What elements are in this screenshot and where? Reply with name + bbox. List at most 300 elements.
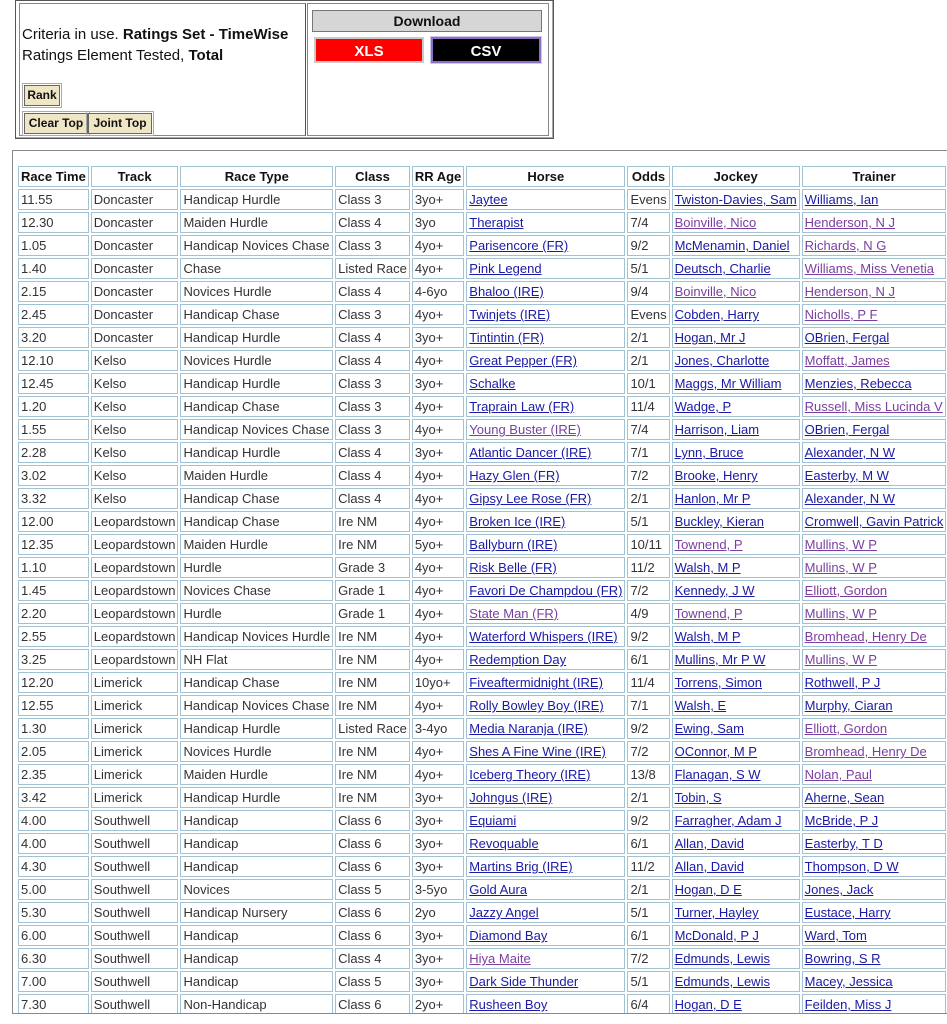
class-cell: Ire NM (335, 672, 410, 693)
jockey-link[interactable]: Townend, P (674, 606, 743, 621)
trainer-link[interactable]: Nicholls, P F (804, 307, 878, 322)
track-cell: Leopardstown (91, 603, 179, 624)
race-type-cell: Hurdle (180, 557, 333, 578)
class-cell: Ire NM (335, 741, 410, 762)
horse-link[interactable]: Twinjets (IRE) (469, 307, 551, 322)
table-row (18, 235, 946, 256)
table-row (18, 258, 946, 279)
trainer-link[interactable]: Ward, Tom (804, 928, 867, 943)
horse-cell (466, 373, 625, 394)
trainer-cell (802, 235, 947, 256)
table-row (18, 534, 946, 555)
trainer-link[interactable]: Henderson, N J (804, 215, 895, 230)
race-time-cell: 2.15 (18, 281, 89, 302)
table-row (18, 764, 946, 785)
race-time-cell: 1.10 (18, 557, 89, 578)
horse-cell (466, 327, 625, 348)
horse-link[interactable]: Jaytee (469, 192, 508, 207)
class-cell: Listed Race (335, 718, 410, 739)
jockey-link[interactable]: McMenamin, Daniel (674, 238, 790, 253)
jockey-link[interactable]: Kennedy, J W (674, 583, 755, 598)
odds-cell: 10/1 (627, 373, 669, 394)
table-row (18, 373, 946, 394)
jockey-cell (672, 534, 800, 555)
rr-age-cell: 4yo+ (412, 511, 464, 532)
header-odds[interactable]: Odds (627, 166, 669, 187)
horse-link[interactable]: State Man (FR) (469, 606, 559, 621)
rr-age-cell: 3yo+ (412, 787, 464, 808)
trainer-link[interactable]: Henderson, N J (804, 284, 895, 299)
header-horse[interactable]: Horse (466, 166, 625, 187)
track-cell: Southwell (91, 833, 179, 854)
track-cell: Southwell (91, 971, 179, 992)
odds-cell: 9/2 (627, 626, 669, 647)
trainer-link[interactable]: Jones, Jack (804, 882, 874, 897)
jockey-cell (672, 258, 800, 279)
race-type-cell: Maiden Hurdle (180, 465, 333, 486)
horse-cell (466, 948, 625, 969)
trainer-link[interactable]: Murphy, Ciaran (804, 698, 893, 713)
jockey-link[interactable]: Turner, Hayley (674, 905, 759, 920)
track-cell: Kelso (91, 442, 179, 463)
race-type-cell: Maiden Hurdle (180, 764, 333, 785)
trainer-cell (802, 925, 947, 946)
horse-cell (466, 718, 625, 739)
trainer-cell (802, 212, 947, 233)
jockey-cell (672, 488, 800, 509)
horse-link[interactable]: Traprain Law (FR) (469, 399, 575, 414)
jockey-cell (672, 902, 800, 923)
horse-link[interactable]: Martins Brig (IRE) (469, 859, 573, 874)
table-row (18, 626, 946, 647)
track-cell: Leopardstown (91, 626, 179, 647)
horse-link[interactable]: Equiami (469, 813, 517, 828)
horse-link[interactable]: Rusheen Boy (469, 997, 548, 1012)
table-row (18, 212, 946, 233)
trainer-cell (802, 948, 947, 969)
jockey-link[interactable]: Ewing, Sam (674, 721, 744, 736)
trainer-cell (802, 902, 947, 923)
race-type-cell: Handicap Hurdle (180, 442, 333, 463)
header-rr-age[interactable]: RR Age (412, 166, 464, 187)
trainer-link[interactable]: Mullins, W P (804, 537, 877, 552)
odds-cell: 7/2 (627, 580, 669, 601)
trainer-cell (802, 189, 947, 210)
jockey-link[interactable]: Walsh, M P (674, 629, 741, 644)
horse-cell (466, 879, 625, 900)
jockey-link[interactable]: Brooke, Henry (674, 468, 758, 483)
horse-link[interactable]: Dark Side Thunder (469, 974, 579, 989)
jockey-cell (672, 465, 800, 486)
track-cell: Kelso (91, 419, 179, 440)
rr-age-cell: 3yo+ (412, 373, 464, 394)
odds-cell: 4/9 (627, 603, 669, 624)
odds-cell: 7/4 (627, 419, 669, 440)
jockey-link[interactable]: Townend, P (674, 537, 743, 552)
jockey-cell (672, 994, 800, 1014)
trainer-cell (802, 603, 947, 624)
class-cell: Class 6 (335, 810, 410, 831)
trainer-link[interactable]: Alexander, N W (804, 445, 895, 460)
jockey-link[interactable]: Hogan, D E (674, 997, 742, 1012)
trainer-link[interactable]: Easterby, T D (804, 836, 883, 851)
trainer-cell (802, 856, 947, 877)
class-cell: Class 4 (335, 442, 410, 463)
trainer-cell (802, 695, 947, 716)
rr-age-cell: 3yo+ (412, 833, 464, 854)
trainer-cell (802, 350, 947, 371)
odds-cell: 9/2 (627, 235, 669, 256)
jockey-link[interactable]: Boinville, Nico (674, 215, 757, 230)
jockey-link[interactable]: Twiston-Davies, Sam (674, 192, 797, 207)
horse-link[interactable]: Parisencore (FR) (469, 238, 569, 253)
track-cell: Kelso (91, 373, 179, 394)
jockey-link[interactable]: Hanlon, Mr P (674, 491, 751, 506)
table-row (18, 580, 946, 601)
jockey-cell (672, 833, 800, 854)
odds-cell: 7/4 (627, 212, 669, 233)
horse-link[interactable]: Great Pepper (FR) (469, 353, 577, 368)
table-row (18, 557, 946, 578)
horse-link[interactable]: Pink Legend (469, 261, 542, 276)
jockey-cell (672, 304, 800, 325)
race-type-cell: Maiden Hurdle (180, 534, 333, 555)
trainer-cell (802, 396, 947, 417)
rr-age-cell: 3yo+ (412, 442, 464, 463)
horse-cell (466, 672, 625, 693)
horse-link[interactable]: Gold Aura (469, 882, 528, 897)
table-row (18, 994, 946, 1014)
horse-link[interactable]: Redemption Day (469, 652, 567, 667)
horse-link[interactable]: Fiveaftermidnight (IRE) (469, 675, 603, 690)
rr-age-cell: 3yo+ (412, 810, 464, 831)
jockey-link[interactable]: OConnor, M P (674, 744, 757, 759)
jockey-link[interactable]: Maggs, Mr William (674, 376, 782, 391)
trainer-link[interactable]: Rothwell, P J (804, 675, 881, 690)
odds-cell: 7/2 (627, 465, 669, 486)
horse-link[interactable]: Schalke (469, 376, 516, 391)
race-time-cell: 3.20 (18, 327, 89, 348)
race-type-cell: Handicap Nursery (180, 902, 333, 923)
horse-cell (466, 281, 625, 302)
race-type-cell: Handicap Novices Chase (180, 419, 333, 440)
trainer-cell (802, 327, 947, 348)
rr-age-cell: 3yo+ (412, 948, 464, 969)
odds-cell: 2/1 (627, 488, 669, 509)
jockey-link[interactable]: Harrison, Liam (674, 422, 760, 437)
race-type-cell: Novices Hurdle (180, 741, 333, 762)
jockey-link[interactable]: Allan, David (674, 859, 744, 874)
jockey-link[interactable]: Walsh, E (674, 698, 727, 713)
jockey-link[interactable]: Walsh, M P (674, 560, 741, 575)
horse-cell (466, 465, 625, 486)
race-type-cell: Novices (180, 879, 333, 900)
table-row (18, 304, 946, 325)
horse-link[interactable]: Hazy Glen (FR) (469, 468, 560, 483)
trainer-link[interactable]: Macey, Jessica (804, 974, 893, 989)
horse-link[interactable]: Johngus (IRE) (469, 790, 553, 805)
trainer-link[interactable]: Elliott, Gordon (804, 721, 888, 736)
race-time-cell: 3.32 (18, 488, 89, 509)
rr-age-cell: 4yo+ (412, 396, 464, 417)
jockey-cell (672, 373, 800, 394)
class-cell: Ire NM (335, 649, 410, 670)
download-section (307, 3, 549, 136)
element-label: Ratings Element Tested, (22, 47, 189, 64)
table-row (18, 396, 946, 417)
rr-age-cell: 4yo+ (412, 235, 464, 256)
race-time-cell: 12.00 (18, 511, 89, 532)
odds-cell: 2/1 (627, 327, 669, 348)
race-time-cell: 6.00 (18, 925, 89, 946)
trainer-link[interactable]: Alexander, N W (804, 491, 895, 506)
race-type-cell: Handicap Novices Chase (180, 235, 333, 256)
track-cell: Doncaster (91, 235, 179, 256)
horse-link[interactable]: Broken Ice (IRE) (469, 514, 566, 529)
trainer-link[interactable]: Williams, Ian (804, 192, 879, 207)
race-type-cell: Handicap (180, 925, 333, 946)
rr-age-cell: 3-5yo (412, 879, 464, 900)
race-type-cell: Handicap (180, 833, 333, 854)
trainer-cell (802, 764, 947, 785)
horse-link[interactable]: Media Naranja (IRE) (469, 721, 588, 736)
table-row (18, 925, 946, 946)
jockey-cell (672, 810, 800, 831)
horse-cell (466, 695, 625, 716)
class-cell: Ire NM (335, 764, 410, 785)
race-time-cell: 2.45 (18, 304, 89, 325)
horse-link[interactable]: Shes A Fine Wine (IRE) (469, 744, 606, 759)
class-cell: Class 6 (335, 833, 410, 854)
trainer-link[interactable]: Moffatt, James (804, 353, 890, 368)
race-time-cell: 3.02 (18, 465, 89, 486)
horse-cell (466, 626, 625, 647)
jockey-link[interactable]: Hogan, Mr J (674, 330, 746, 345)
odds-cell: 10/11 (627, 534, 669, 555)
jockey-link[interactable]: Flanagan, S W (674, 767, 761, 782)
jockey-link[interactable]: Boinville, Nico (674, 284, 757, 299)
odds-cell: 11/4 (627, 396, 669, 417)
jockey-cell (672, 856, 800, 877)
horse-cell (466, 419, 625, 440)
jockey-link[interactable]: McDonald, P J (674, 928, 759, 943)
jockey-cell (672, 741, 800, 762)
trainer-cell (802, 488, 947, 509)
header-race-type[interactable]: Race Type (180, 166, 333, 187)
class-cell: Class 6 (335, 902, 410, 923)
trainer-link[interactable]: Mullins, W P (804, 560, 877, 575)
odds-cell: 13/8 (627, 764, 669, 785)
horse-cell (466, 833, 625, 854)
odds-cell: 7/2 (627, 948, 669, 969)
trainer-link[interactable]: OBrien, Fergal (804, 330, 890, 345)
rr-age-cell: 3yo (412, 212, 464, 233)
class-cell: Class 3 (335, 419, 410, 440)
horse-link[interactable]: Ballyburn (IRE) (469, 537, 558, 552)
race-time-cell: 6.30 (18, 948, 89, 969)
header-trainer[interactable]: Trainer (802, 166, 947, 187)
trainer-link[interactable]: Cromwell, Gavin Patrick (804, 514, 944, 529)
track-cell: Limerick (91, 787, 179, 808)
rr-age-cell: 5yo+ (412, 534, 464, 555)
class-cell: Class 3 (335, 396, 410, 417)
jockey-link[interactable]: Deutsch, Charlie (674, 261, 771, 276)
race-type-cell: Handicap Hurdle (180, 373, 333, 394)
race-type-cell: Handicap Chase (180, 304, 333, 325)
odds-cell: 7/1 (627, 442, 669, 463)
trainer-link[interactable]: Easterby, M W (804, 468, 889, 483)
race-type-cell: Handicap (180, 856, 333, 877)
rr-age-cell: 4yo+ (412, 465, 464, 486)
horse-link[interactable]: Therapist (469, 215, 524, 230)
horse-link[interactable]: Jazzy Angel (469, 905, 539, 920)
trainer-cell (802, 373, 947, 394)
odds-cell: 6/1 (627, 649, 669, 670)
horse-cell (466, 787, 625, 808)
horse-link[interactable]: Iceberg Theory (IRE) (469, 767, 591, 782)
criteria-text (22, 24, 288, 66)
class-cell: Class 4 (335, 281, 410, 302)
clear-top-button[interactable]: Clear Top (24, 113, 88, 134)
trainer-link[interactable]: Thompson, D W (804, 859, 899, 874)
trainer-link[interactable]: Feilden, Miss J (804, 997, 892, 1012)
rr-age-cell: 4yo+ (412, 695, 464, 716)
class-cell: Class 4 (335, 465, 410, 486)
races-table (16, 164, 947, 1014)
horse-link[interactable]: Waterford Whispers (IRE) (469, 629, 618, 644)
race-time-cell: 1.55 (18, 419, 89, 440)
jockey-cell (672, 695, 800, 716)
trainer-link[interactable]: Mullins, W P (804, 652, 877, 667)
track-cell: Southwell (91, 994, 179, 1014)
jockey-link[interactable]: Wadge, P (674, 399, 732, 414)
trainer-link[interactable]: Williams, Miss Venetia (804, 261, 934, 276)
class-cell: Class 4 (335, 350, 410, 371)
trainer-cell (802, 281, 947, 302)
horse-link[interactable]: Hiya Maite (469, 951, 531, 966)
odds-cell: 9/2 (627, 718, 669, 739)
horse-link[interactable]: Tintintin (FR) (469, 330, 544, 345)
race-time-cell: 2.55 (18, 626, 89, 647)
trainer-link[interactable]: McBride, P J (804, 813, 879, 828)
odds-cell: 7/2 (627, 741, 669, 762)
horse-cell (466, 511, 625, 532)
horse-link[interactable]: Rolly Bowley Boy (IRE) (469, 698, 604, 713)
jockey-cell (672, 212, 800, 233)
table-row (18, 948, 946, 969)
horse-link[interactable]: Bhaloo (IRE) (469, 284, 544, 299)
class-cell: Listed Race (335, 258, 410, 279)
jockey-cell (672, 879, 800, 900)
odds-cell: 11/2 (627, 557, 669, 578)
table-row (18, 649, 946, 670)
race-type-cell: Handicap Chase (180, 672, 333, 693)
header-class[interactable]: Class (335, 166, 410, 187)
horse-link[interactable]: Atlantic Dancer (IRE) (469, 445, 592, 460)
trainer-link[interactable]: Aherne, Sean (804, 790, 885, 805)
table-row (18, 350, 946, 371)
trainer-link[interactable]: Russell, Miss Lucinda V (804, 399, 943, 414)
jockey-cell (672, 672, 800, 693)
horse-link[interactable]: Risk Belle (FR) (469, 560, 557, 575)
jockey-cell (672, 580, 800, 601)
odds-cell: 11/2 (627, 856, 669, 877)
track-cell: Southwell (91, 856, 179, 877)
jockey-link[interactable]: Jones, Charlotte (674, 353, 770, 368)
trainer-link[interactable]: Bromhead, Henry De (804, 629, 927, 644)
horse-link[interactable]: Revoquable (469, 836, 539, 851)
horse-cell (466, 304, 625, 325)
trainer-link[interactable]: Bromhead, Henry De (804, 744, 927, 759)
race-type-cell: Non-Handicap (180, 994, 333, 1014)
jockey-cell (672, 948, 800, 969)
trainer-link[interactable]: OBrien, Fergal (804, 422, 890, 437)
rr-age-cell: 3yo+ (412, 856, 464, 877)
race-time-cell: 5.30 (18, 902, 89, 923)
trainer-link[interactable]: Nolan, Paul (804, 767, 872, 782)
trainer-link[interactable]: Eustace, Harry (804, 905, 891, 920)
class-cell: Class 3 (335, 189, 410, 210)
trainer-link[interactable]: Mullins, W P (804, 606, 877, 621)
horse-link[interactable]: Gipsy Lee Rose (FR) (469, 491, 592, 506)
jockey-link[interactable]: Torrens, Simon (674, 675, 762, 690)
race-type-cell: Handicap Hurdle (180, 787, 333, 808)
jockey-link[interactable]: Buckley, Kieran (674, 514, 764, 529)
xls-download-button[interactable]: XLS (314, 37, 424, 63)
rank-button[interactable]: Rank (24, 85, 60, 106)
odds-cell: 2/1 (627, 879, 669, 900)
horse-link[interactable]: Favori De Champdou (FR) (469, 583, 623, 598)
trainer-link[interactable]: Menzies, Rebecca (804, 376, 912, 391)
jockey-cell (672, 327, 800, 348)
odds-cell: 2/1 (627, 787, 669, 808)
horse-cell (466, 580, 625, 601)
header-race-time[interactable]: Race Time (18, 166, 89, 187)
trainer-link[interactable]: Elliott, Gordon (804, 583, 888, 598)
class-cell: Class 4 (335, 327, 410, 348)
race-time-cell: 1.05 (18, 235, 89, 256)
jockey-link[interactable]: Tobin, S (674, 790, 722, 805)
table-row (18, 189, 946, 210)
table-row (18, 833, 946, 854)
header-jockey[interactable]: Jockey (672, 166, 800, 187)
jockey-link[interactable]: Edmunds, Lewis (674, 951, 770, 966)
horse-link[interactable]: Diamond Bay (469, 928, 548, 943)
jockey-link[interactable]: Edmunds, Lewis (674, 974, 770, 989)
jockey-link[interactable]: Cobden, Harry (674, 307, 760, 322)
race-type-cell: Novices Hurdle (180, 281, 333, 302)
jockey-link[interactable]: Allan, David (674, 836, 744, 851)
joint-top-button[interactable]: Joint Top (88, 113, 152, 134)
race-time-cell: 5.00 (18, 879, 89, 900)
jockey-cell (672, 442, 800, 463)
trainer-link[interactable]: Bowring, S R (804, 951, 881, 966)
horse-cell (466, 396, 625, 417)
jockey-link[interactable]: Lynn, Bruce (674, 445, 744, 460)
trainer-link[interactable]: Richards, N G (804, 238, 887, 253)
csv-download-button[interactable]: CSV (431, 37, 541, 63)
rr-age-cell: 4yo+ (412, 557, 464, 578)
horse-cell (466, 350, 625, 371)
jockey-link[interactable]: Farragher, Adam J (674, 813, 782, 828)
header-track[interactable]: Track (91, 166, 179, 187)
jockey-link[interactable]: Mullins, Mr P W (674, 652, 766, 667)
race-type-cell: Handicap Novices Chase (180, 695, 333, 716)
race-type-cell: Handicap Hurdle (180, 327, 333, 348)
jockey-link[interactable]: Hogan, D E (674, 882, 742, 897)
class-cell: Class 5 (335, 879, 410, 900)
horse-link[interactable]: Young Buster (IRE) (469, 422, 581, 437)
